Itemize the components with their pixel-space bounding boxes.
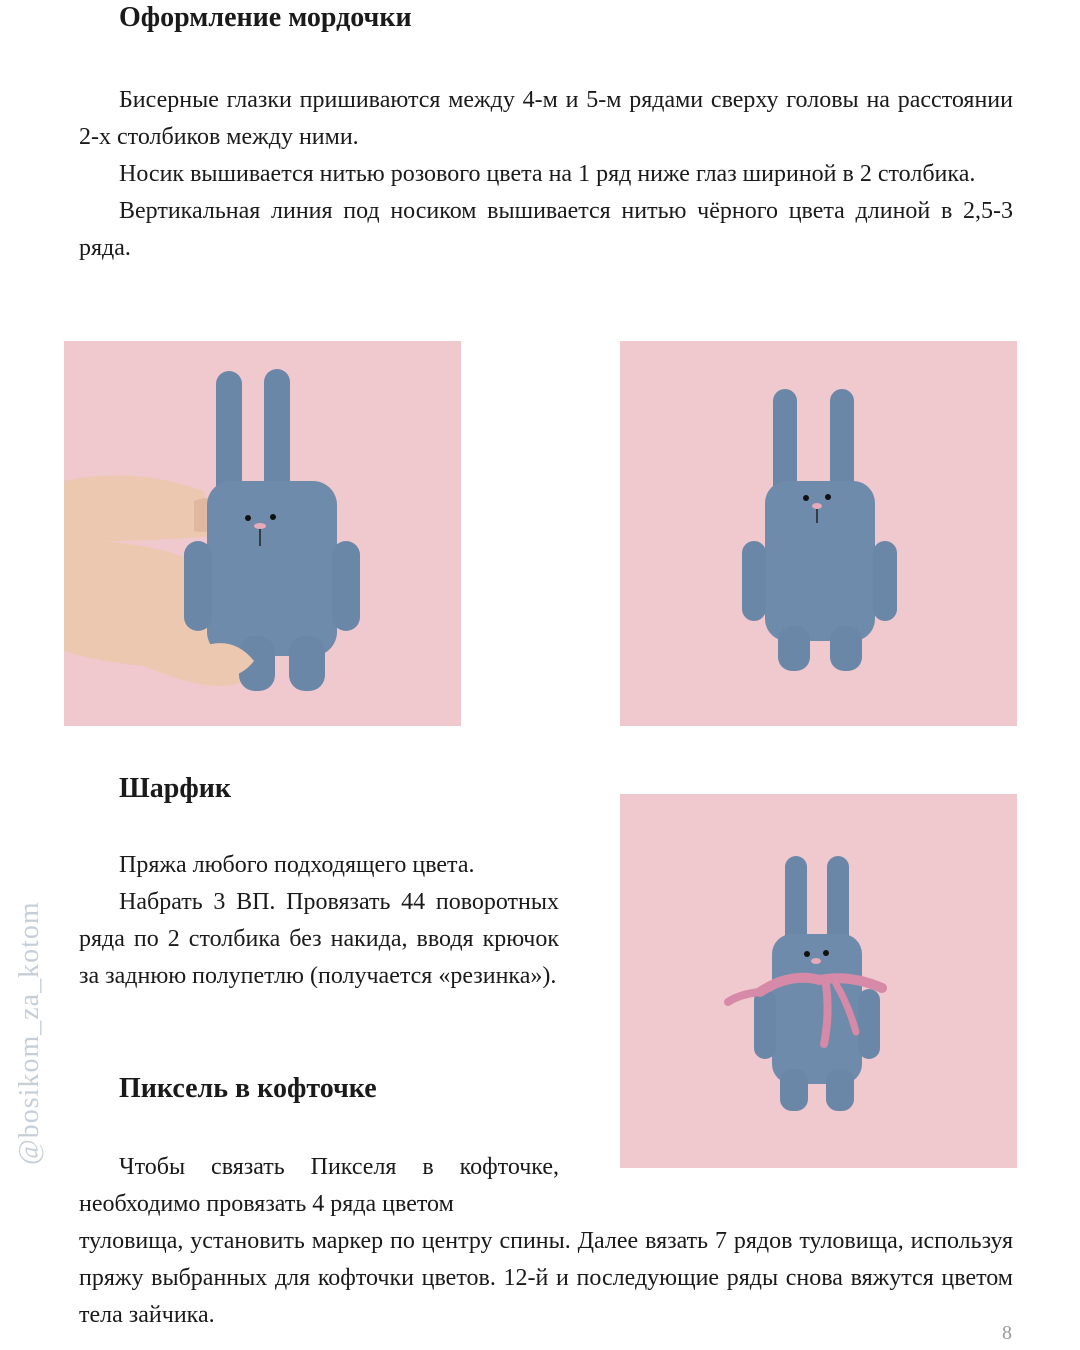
- scarf-paragraph-yarn: Пряжа любого подходящего цвета.: [119, 852, 475, 878]
- bunny-in-hand-illustration: [64, 341, 461, 726]
- bunny-front-illustration: [620, 341, 1017, 726]
- face-paragraph-eyes: Бисерные глазки пришиваются между 4-м и 5-м рядами сверху головы на расстоянии 2-х столбиков между ними.: [79, 87, 1013, 150]
- scarf-paragraph-instructions: Набрать 3 ВП. Провязать 44 поворотных ряда по 2 столбика без накида, вводя крючок за заднюю полупетлю (получается «резинка»).: [79, 889, 559, 989]
- sweater-paragraph-start: Чтобы связать Пикселя в кофточке, необходимо провязать 4 ряда цветом: [79, 1154, 559, 1217]
- page-number: 8: [1002, 1322, 1012, 1344]
- photo-bunny-in-hand: [64, 341, 461, 726]
- scarf-text: [79, 847, 559, 995]
- face-paragraph-line: Вертикальная линия под носиком вышивается нитью чёрного цвета длиной в 2,5-3 ряда.: [79, 198, 1013, 261]
- watermark: @bosikom_za_kotom: [14, 901, 45, 1165]
- sweater-text-start: [79, 1149, 559, 1223]
- sweater-text-continued: [79, 1223, 1013, 1334]
- photo-bunny-with-scarf: [620, 794, 1017, 1168]
- section-title-face: Оформление мордочки: [119, 2, 412, 33]
- section-title-scarf: Шарфик: [119, 773, 231, 804]
- sweater-paragraph-continued: туловища, установить маркер по центру спины. Далее вязать 7 рядов туловища, используя пряжу выбранных для кофточки цветов. 12-й и последующие ряды снова вяжутся цветом тела зайчика.: [79, 1228, 1013, 1328]
- bunny-with-scarf-illustration: [620, 794, 1017, 1168]
- face-text: [79, 82, 1013, 267]
- section-title-sweater: Пиксель в кофточке: [119, 1073, 377, 1104]
- photo-bunny-front: [620, 341, 1017, 726]
- face-paragraph-nose: Носик вышивается нитью розового цвета на 1 ряд ниже глаз шириной в 2 столбика.: [119, 161, 976, 187]
